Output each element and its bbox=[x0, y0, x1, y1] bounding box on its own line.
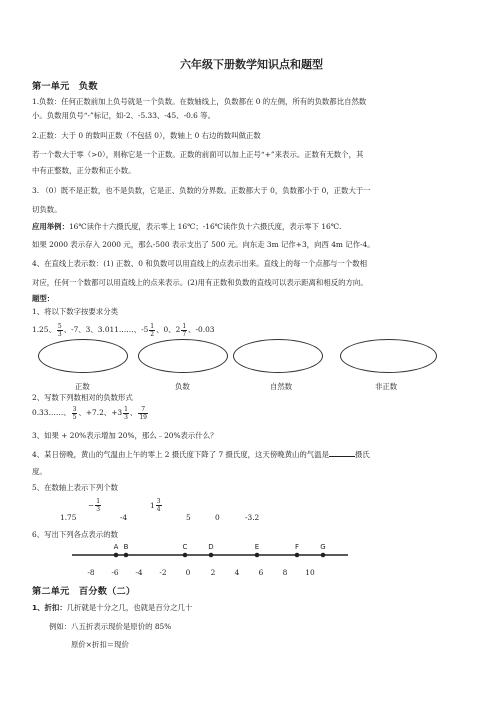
example-line-1 bbox=[32, 222, 473, 232]
q1-number-text: 、-0.03 bbox=[188, 325, 215, 334]
q1-number-text: 、-7、3、3.011……、-5 bbox=[63, 325, 149, 334]
fraction-denominator: 19 bbox=[139, 413, 147, 421]
page-title: 六年级下册数学知识点和题型 bbox=[180, 58, 323, 71]
paragraph-numberline-2: 对应，任何一个数都可以用直线上的点来表示。(2)用有正数和负数的直线可以表示距离和相反的方向。 bbox=[32, 278, 368, 287]
point-label-G: G bbox=[320, 543, 326, 551]
paragraph-positive-3: 中有正整数，正分数和正小数。 bbox=[32, 166, 136, 175]
whole-part: 1 bbox=[150, 501, 155, 510]
fraction-numerator: 7 bbox=[138, 406, 148, 414]
q5-number-0: 0 bbox=[215, 513, 220, 522]
point-marker-E bbox=[255, 553, 260, 558]
fraction-numerator: 1 bbox=[150, 322, 155, 330]
fraction-7-19 bbox=[138, 406, 148, 421]
example-line-2: 如果 2000 表示存入 2000 元，那么-500 表示支出了 500 元。向东走 3m 记作+3，向西 4m 记作-4。 bbox=[32, 240, 375, 249]
tick-label: 6 bbox=[258, 568, 264, 577]
point-label-D: D bbox=[208, 543, 214, 551]
fraction-numerator: 1 bbox=[96, 498, 101, 505]
fraction-5-3 bbox=[57, 323, 63, 338]
question-4-text: 4、某日傍晚，黄山的气温由上午的零上 2 摄氏度下降了 7 摄氏度，这天傍晚黄山的气温是 bbox=[32, 450, 329, 459]
q2-number-text: 0.33……、 bbox=[32, 408, 71, 417]
question-4-unit: 摄氏 bbox=[354, 450, 370, 459]
point-label-C: C bbox=[182, 543, 188, 551]
fraction-3-4 bbox=[156, 498, 162, 513]
paragraph-numberline-1: 4、在直线上表示数：(1) 正数、0 和负数可以用直线上的点表示出来。直线上的每一个点都与一个数相 bbox=[32, 259, 367, 268]
point-marker-C bbox=[183, 553, 188, 558]
point-marker-B bbox=[124, 553, 129, 558]
q5-number-neg-3-2: -3.2 bbox=[245, 513, 260, 522]
fraction-denominator: 7 bbox=[182, 330, 187, 338]
category-label-negative: 负数 bbox=[175, 382, 190, 391]
fraction-1-7 bbox=[181, 323, 187, 338]
q5-fraction-neg-1-3 bbox=[88, 498, 102, 513]
point-label-E: E bbox=[254, 543, 260, 551]
fraction-1-3 bbox=[123, 406, 129, 421]
q5-mixed-1-3-4 bbox=[150, 498, 163, 513]
point-marker-G bbox=[321, 553, 326, 558]
fraction-1-2 bbox=[149, 323, 155, 338]
fraction-numerator: 3 bbox=[72, 405, 77, 413]
question-1: 1、将以下数字按要求分类 bbox=[32, 307, 119, 316]
paragraph-negative-2: 小。负数用负号“-”标记，如-2、-5.33、-45、-0.6 等。 bbox=[32, 111, 215, 120]
number-line bbox=[60, 540, 360, 582]
paragraph-positive-1: 2.正数：大于 0 的数叫正数（不包括 0），数轴上 0 右边的数叫做正数 bbox=[32, 131, 261, 140]
answer-ellipse-negative[interactable] bbox=[138, 339, 228, 373]
fraction-denominator: 4 bbox=[156, 506, 161, 513]
discount-line bbox=[32, 603, 473, 613]
question-2-numbers: 0.33……、 $\frac{3}{5}$ 、+7.2、+3 $\frac{1}{3}$ 、 $\frac{7}{19}$ bbox=[32, 405, 147, 421]
tick-label: -8 bbox=[87, 568, 95, 577]
answer-ellipse-nonpositive[interactable] bbox=[340, 339, 437, 373]
fraction-numerator: 5 bbox=[57, 322, 62, 330]
question-6: 6、写出下列各点表示的数 bbox=[32, 530, 119, 539]
paragraph-negative-1: 1.负数：任何正数前加上负号就是一个负数。在数轴线上，负数都在 0 的左侧，所有的负数都比自然数 bbox=[32, 97, 367, 106]
answer-ellipse-positive[interactable] bbox=[38, 339, 128, 373]
fraction-numerator: 1 bbox=[124, 405, 128, 413]
question-2: 2、写数下列数相对的负数形式 bbox=[32, 393, 133, 402]
category-label-natural: 自然数 bbox=[270, 382, 293, 391]
point-label-F: F bbox=[294, 543, 300, 551]
fraction-numerator: 3 bbox=[156, 498, 161, 505]
paragraph-zero-1: 3. （0）既不是正数，也不是负数，它是正、负数的分界数。正数都大于 0，负数都小于 0，正数大于一 bbox=[32, 186, 371, 195]
fraction-denominator: 5 bbox=[72, 413, 77, 421]
question-type-heading: 题型： bbox=[32, 294, 55, 303]
discount-formula: 原价×折扣＝现价 bbox=[71, 640, 129, 649]
fraction-denominator: 3 bbox=[57, 330, 62, 338]
question-1-numbers bbox=[32, 321, 473, 339]
discount-label: 1、折扣： bbox=[32, 603, 67, 612]
tick-label: -6 bbox=[111, 568, 119, 577]
q2-number-text: 、+7.2、+3 bbox=[78, 408, 123, 417]
point-label-B: B bbox=[123, 543, 129, 551]
fraction-denominator: 2 bbox=[150, 330, 155, 338]
example-text: 16℃读作十六摄氏度，表示零上 16℃；-16℃读作负十六摄氏度，表示零下 16℃. bbox=[68, 222, 342, 231]
category-label-positive: 正数 bbox=[75, 382, 90, 391]
tick-label: 10 bbox=[305, 568, 315, 577]
point-marker-A bbox=[114, 553, 119, 558]
question-5: 5、在数轴上表示下列个数 bbox=[32, 483, 119, 492]
discount-text: 几折就是十分之几，也就是百分之几十 bbox=[66, 603, 193, 612]
question-4-line-1 bbox=[32, 449, 473, 460]
discount-example: 例如：八五折表示现价是原价的 85% bbox=[49, 622, 172, 631]
unit2-heading: 第二单元 百分数（二） bbox=[32, 586, 136, 597]
tick-label: 2 bbox=[210, 568, 216, 577]
paragraph-zero-2: 切负数。 bbox=[32, 205, 62, 214]
minus-sign: − bbox=[88, 501, 95, 510]
point-label-A: A bbox=[113, 543, 119, 551]
category-label-nonpositive: 非正数 bbox=[375, 382, 398, 391]
point-marker-D bbox=[209, 553, 214, 558]
tick-label: 8 bbox=[282, 568, 288, 577]
q5-number-neg-4: -4 bbox=[120, 513, 128, 522]
q5-number-5: 5 bbox=[186, 513, 191, 522]
tick-label: -4 bbox=[135, 568, 143, 577]
fraction-denominator: 3 bbox=[96, 506, 101, 513]
fraction-3-5 bbox=[72, 406, 78, 421]
point-marker-F bbox=[295, 553, 300, 558]
answer-ellipse-natural[interactable] bbox=[233, 339, 323, 373]
question-4-line-2: 度。 bbox=[32, 467, 47, 476]
q5-number-1-75: 1.75 bbox=[60, 513, 77, 522]
fraction-1-3 bbox=[95, 498, 101, 513]
paragraph-positive-2: 若一个数大于零（>0），则称它是一个正数。正数的前面可以加上正号“+”来表示。正数有无数个，其 bbox=[32, 150, 364, 159]
example-label: 应用举例： bbox=[32, 222, 69, 231]
tick-label: -2 bbox=[159, 568, 167, 577]
answer-blank[interactable] bbox=[329, 449, 355, 457]
tick-label: 4 bbox=[234, 568, 240, 577]
q1-number-text: 、0、2 bbox=[156, 325, 181, 334]
tick-label: 0 bbox=[185, 568, 191, 577]
fraction-denominator: 3 bbox=[124, 413, 128, 421]
unit1-heading: 第一单元 负数 bbox=[32, 81, 98, 92]
fraction-numerator: 1 bbox=[182, 322, 187, 330]
question-3: 3、如果 + 20%表示增加 20%，那么﹣20%表示什么？ bbox=[32, 431, 218, 440]
q1-number-text: 1.25、 bbox=[32, 325, 56, 334]
